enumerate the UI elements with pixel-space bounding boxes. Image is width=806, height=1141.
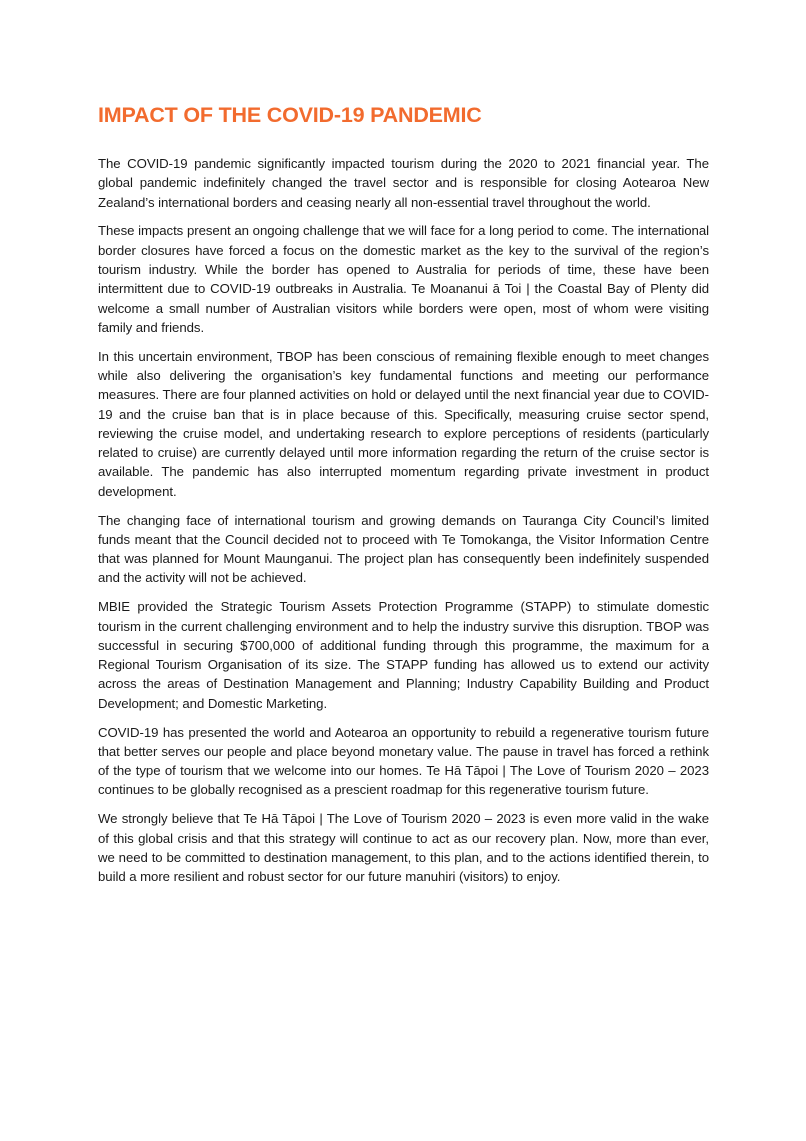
paragraph: We strongly believe that Te Hā Tāpoi | The Love of Tourism 2020 – 2023 is even more valid in the wake of this global crisis and that this strategy will continue to act as our recovery plan. Now, more than ever, we need to be committed to destination management, to this plan, and to the actions identified therein, to build a more resilient and robust sector for our future manuhiri (visitors) to enjoy. <box>98 811 709 885</box>
page-title: IMPACT OF THE COVID-19 PANDEMIC <box>98 103 482 127</box>
paragraph: The changing face of international tourism and growing demands on Tauranga City Council’s limited funds meant that the Council decided not to proceed with Te Tomokanga, the Visitor Information Centre that was planned for Mount Maunganui. The project plan has consequently been indefinitely suspended and the activity will not be achieved. <box>98 512 709 586</box>
paragraph: The COVID-19 pandemic significantly impacted tourism during the 2020 to 2021 financial year. The global pandemic indefinitely changed the travel sector and is responsible for closing Aotearoa New Zealand’s international borders and ceasing nearly all non-essential travel throughout the world. <box>98 156 709 210</box>
paragraph: COVID-19 has presented the world and Aotearoa an opportunity to rebuild a regenerative tourism future that better serves our people and place beyond monetary value. The pause in travel has forced a rethink of the type of tourism that we welcome into our homes. Te Hā Tāpoi | The Love of Tourism 2020 – 2023 continues to be globally recognised as a prescient roadmap for this regenerative tourism future. <box>98 724 709 798</box>
paragraph: In this uncertain environment, TBOP has been conscious of remaining flexible enough to meet changes while also delivering the organisation’s key fundamental functions and meeting our performance measures. There are four planned activities on hold or delayed until the next financial year due to COVID-19 and the cruise ban that is in place because of this. Specifically, measuring cruise sector spend, reviewing the cruise model, and undertaking research to explore perceptions of residents (particularly related to cruise) are currently delayed until more information regarding the return of the cruise sector is available. The pandemic has also interrupted momentum regarding private investment in product development. <box>98 348 709 499</box>
paragraph: These impacts present an ongoing challenge that we will face for a long period to come. The international border closures have forced a focus on the domestic market as the key to the survival of the region’s tourism industry. While the border has opened to Australia for periods of time, these have been intermittent due to COVID-19 outbreaks in Australia. Te Moananui ā Toi | the Coastal Bay of Plenty did welcome a small number of Australian visitors while borders were open, most of whom were visiting family and friends. <box>98 223 709 335</box>
document-page <box>98 100 709 896</box>
paragraph: MBIE provided the Strategic Tourism Assets Protection Programme (STAPP) to stimulate domestic tourism in the current challenging environment and to help the industry survive this disruption. TBOP was successful in securing $700,000 of additional funding through this programme, the maximum for a Regional Tourism Organisation of its size. The STAPP funding has allowed us to extend our activity across the areas of Destination Management and Planning; Industry Capability Building and Product Development; and Domestic Marketing. <box>98 599 709 711</box>
